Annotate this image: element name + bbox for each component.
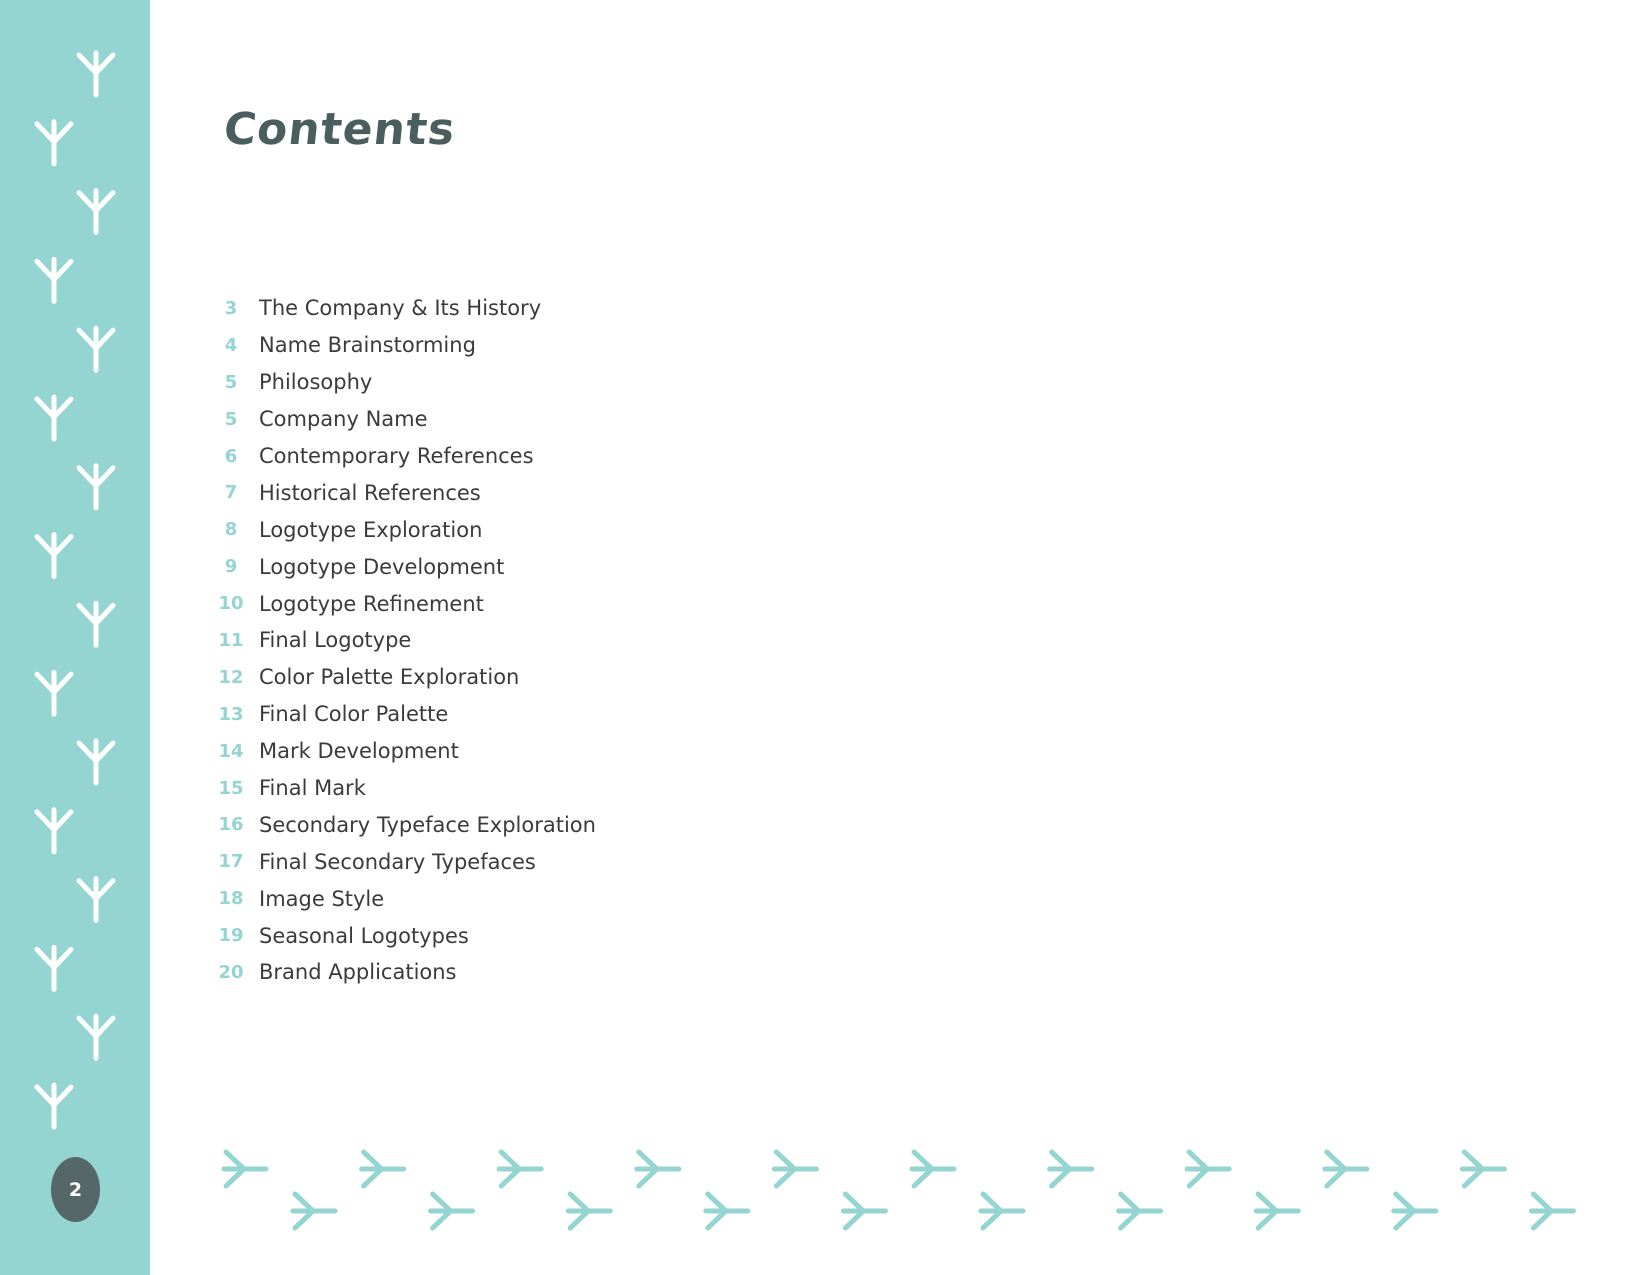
toc-page-number: 5 — [224, 371, 238, 393]
toc-item[interactable] — [220, 622, 596, 659]
bird-track-icon — [37, 672, 71, 714]
toc-item[interactable] — [220, 438, 596, 475]
bird-track-icon — [37, 535, 71, 577]
page-number-badge: 2 — [51, 1157, 100, 1222]
toc-title: The Company & Its History — [259, 296, 542, 321]
toc-page-number: 16 — [218, 814, 244, 836]
toc-page-number: 7 — [224, 482, 238, 504]
bird-track-icon — [79, 328, 113, 370]
toc-item[interactable] — [220, 696, 596, 733]
toc-title: Final Logotype — [259, 628, 412, 653]
toc-title: Logotype Refinement — [259, 591, 484, 616]
toc-page-number: 17 — [218, 851, 244, 873]
sidebar — [0, 0, 150, 1275]
bird-track-icon — [79, 191, 113, 233]
toc-page-number: 11 — [218, 629, 244, 651]
toc-item[interactable] — [220, 511, 596, 548]
toc-item[interactable] — [220, 401, 596, 438]
bird-track-icon — [79, 603, 113, 645]
toc-item[interactable] — [220, 364, 596, 401]
bird-track-icon — [499, 1152, 541, 1186]
toc-title: Image Style — [259, 886, 385, 911]
table-of-contents — [220, 290, 596, 991]
toc-title: Company Name — [259, 407, 428, 432]
bird-track-icon — [568, 1194, 610, 1228]
toc-item[interactable] — [220, 474, 596, 511]
toc-item[interactable] — [220, 327, 596, 364]
bird-track-icon — [1394, 1194, 1436, 1228]
bird-track-icon — [912, 1152, 954, 1186]
toc-page-number: 8 — [224, 519, 238, 541]
toc-page-number: 19 — [218, 925, 244, 947]
toc-page-number: 10 — [218, 593, 244, 615]
toc-page-number: 3 — [224, 297, 238, 319]
bird-track-icon — [1119, 1194, 1161, 1228]
toc-item[interactable] — [220, 770, 596, 807]
bird-track-icon — [37, 397, 71, 439]
sidebar-track-pattern — [0, 0, 150, 1140]
toc-title: Final Color Palette — [259, 702, 449, 727]
bird-track-icon — [79, 466, 113, 508]
bird-track-icon — [1050, 1152, 1092, 1186]
bird-track-icon — [1462, 1152, 1504, 1186]
toc-title: Philosophy — [259, 370, 373, 395]
page-title: Contents — [221, 104, 458, 155]
bird-track-icon — [1187, 1152, 1229, 1186]
bird-track-icon — [224, 1152, 266, 1186]
toc-page-number: 12 — [218, 666, 244, 688]
bird-track-icon — [37, 810, 71, 852]
toc-title: Historical References — [259, 480, 481, 505]
toc-title: Mark Development — [259, 739, 459, 764]
bird-track-icon — [79, 879, 113, 921]
toc-item[interactable] — [220, 290, 596, 327]
bird-track-icon — [981, 1194, 1023, 1228]
toc-page-number: 18 — [218, 888, 244, 910]
toc-page-number: 20 — [218, 961, 244, 983]
toc-title: Contemporary References — [259, 444, 534, 468]
bird-track-icon — [37, 259, 71, 301]
toc-page-number: 9 — [224, 556, 238, 578]
toc-title: Final Secondary Typefaces — [259, 849, 536, 874]
bird-track-icon — [79, 741, 113, 783]
bird-track-icon — [706, 1194, 748, 1228]
toc-item[interactable] — [220, 806, 596, 843]
bird-track-icon — [1531, 1194, 1573, 1228]
toc-title: Logotype Development — [259, 554, 505, 579]
bird-track-icon — [431, 1194, 473, 1228]
toc-item[interactable] — [220, 733, 596, 770]
toc-item[interactable] — [220, 843, 596, 880]
toc-page-number: 15 — [218, 777, 244, 799]
toc-item[interactable] — [220, 954, 596, 991]
bird-track-icon — [79, 1016, 113, 1058]
bird-track-icon — [1256, 1194, 1298, 1228]
bird-track-icon — [37, 947, 71, 989]
toc-item[interactable] — [220, 917, 596, 954]
toc-page-number: 4 — [224, 334, 238, 356]
toc-item[interactable] — [220, 548, 596, 585]
bird-track-icon — [37, 1085, 71, 1127]
bird-track-icon — [1325, 1152, 1367, 1186]
bird-track-icon — [79, 53, 113, 95]
toc-item[interactable] — [220, 659, 596, 696]
toc-title: Seasonal Logotypes — [259, 923, 469, 948]
toc-item[interactable] — [220, 880, 596, 917]
toc-item[interactable] — [220, 585, 596, 622]
toc-title: Logotype Exploration — [259, 517, 483, 542]
toc-page-number: 6 — [224, 445, 238, 467]
toc-page-number: 5 — [224, 408, 238, 430]
bird-track-icon — [362, 1152, 404, 1186]
toc-title: Color Palette Exploration — [259, 665, 520, 690]
bird-track-icon — [843, 1194, 885, 1228]
toc-page-number: 13 — [218, 703, 244, 725]
bird-track-icon — [293, 1194, 335, 1228]
toc-title: Secondary Typeface Exploration — [259, 812, 596, 837]
toc-title: Final Mark — [259, 776, 366, 801]
bird-track-icon — [774, 1152, 816, 1186]
toc-page-number: 14 — [218, 740, 244, 762]
bird-track-icon — [37, 122, 71, 164]
bird-track-icon — [637, 1152, 679, 1186]
toc-title: Brand Applications — [259, 960, 457, 985]
toc-title: Name Brainstorming — [259, 333, 476, 358]
